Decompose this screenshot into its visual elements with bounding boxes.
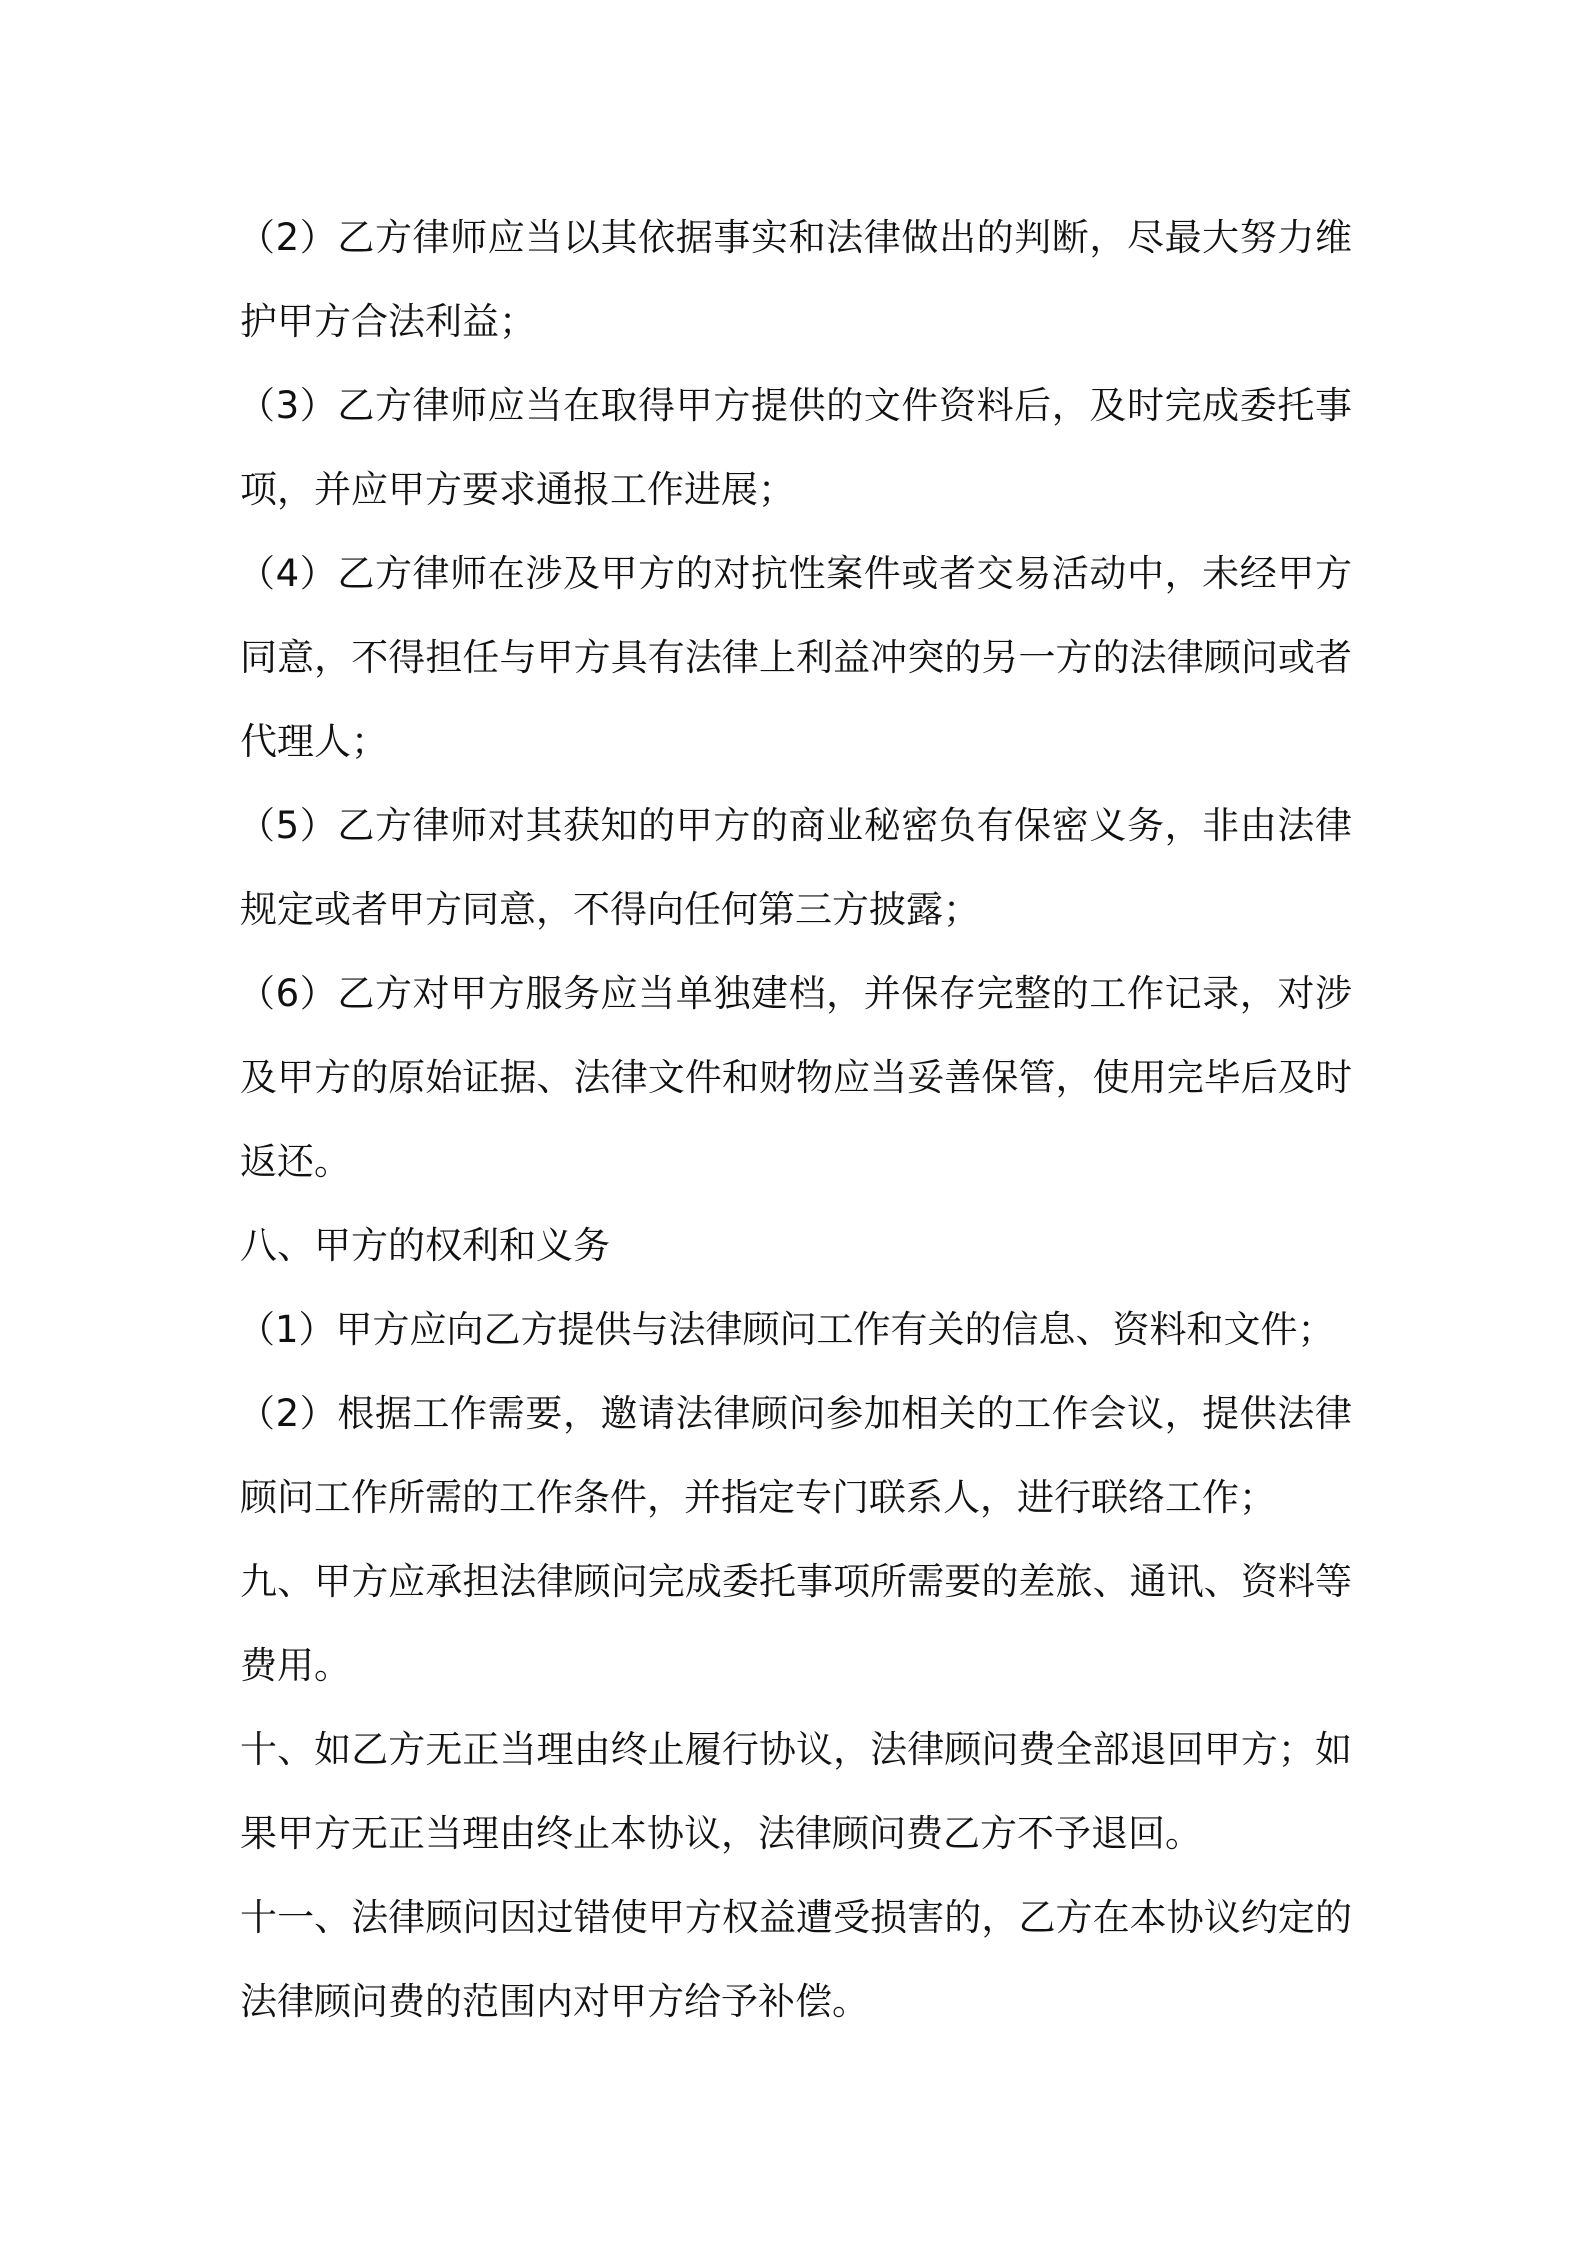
- clause-7-item-6: （6）乙方对甲方服务应当单独建档，并保存完整的工作记录，对涉及甲方的原始证据、法律文件和财物应当妥善保管，使用完毕后及时返还。: [238, 972, 1352, 1183]
- clause-7-item-3: （3）乙方律师应当在取得甲方提供的文件资料后，及时完成委托事项，并应甲方要求通报工作进展；: [238, 384, 1352, 511]
- clause-7-item-4: （4）乙方律师在涉及甲方的对抗性案件或者交易活动中，未经甲方同意，不得担任与甲方具有法律上利益冲突的另一方的法律顾问或者代理人；: [238, 552, 1352, 763]
- document-body: [240, 196, 1352, 2044]
- clause-11: 十一、法律顾问因过错使甲方权益遭受损害的，乙方在本协议约定的法律顾问费的范围内对甲方给予补偿。: [240, 1896, 1352, 2023]
- clause-9: 九、甲方应承担法律顾问完成委托事项所需要的差旅、通讯、资料等费用。: [240, 1560, 1352, 1687]
- clause-8-heading: 八、甲方的权利和义务: [240, 1224, 610, 1267]
- clause-10: 十、如乙方无正当理由终止履行协议，法律顾问费全部退回甲方；如果甲方无正当理由终止本协议，法律顾问费乙方不予退回。: [240, 1728, 1352, 1855]
- clause-8-item-1: （1）甲方应向乙方提供与法律顾问工作有关的信息、资料和文件；: [238, 1308, 1335, 1351]
- clause-7-item-2: （2）乙方律师应当以其依据事实和法律做出的判断，尽最大努力维护甲方合法利益；: [238, 216, 1352, 343]
- clause-7-item-5: （5）乙方律师对其获知的甲方的商业秘密负有保密义务，非由法律规定或者甲方同意，不得向任何第三方披露；: [238, 804, 1352, 931]
- clause-8-item-2: （2）根据工作需要，邀请法律顾问参加相关的工作会议，提供法律顾问工作所需的工作条件，并指定专门联系人，进行联络工作；: [238, 1392, 1352, 1519]
